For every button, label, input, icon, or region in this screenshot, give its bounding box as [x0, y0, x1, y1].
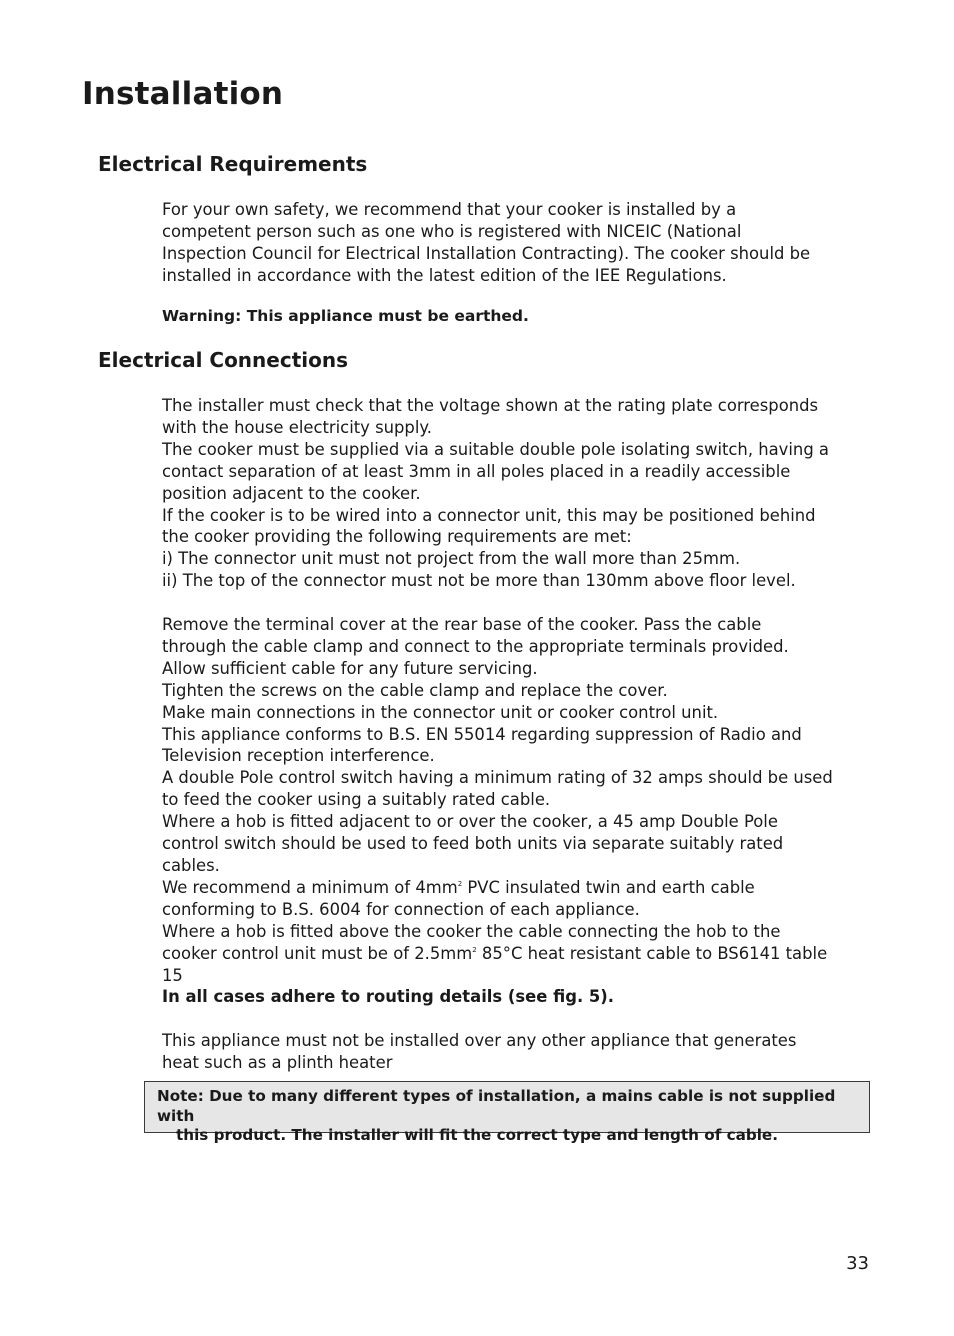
- text-line: control switch should be used to feed both units via separate suitably rated: [162, 834, 784, 854]
- recommend-line: [162, 877, 877, 899]
- hob-cable-text: cooker control unit must be of 2.5mm: [162, 943, 473, 963]
- text-line: competent person such as one who is registered with NICEIC (National: [162, 221, 742, 241]
- text-line: installed in accordance with the latest edition of the IEE Regulations.: [162, 265, 727, 285]
- paragraph-spacer: [162, 1008, 877, 1030]
- text-line: 15: [162, 965, 183, 985]
- text-line: to feed the cooker using a suitably rated cable.: [162, 790, 551, 810]
- routing-instruction: In all cases adhere to routing details (see fig. 5).: [162, 987, 615, 1007]
- electrical-connections-text: [162, 395, 877, 1074]
- superscript: 2: [457, 879, 463, 888]
- earthing-warning: Warning: This appliance must be earthed.: [162, 307, 529, 325]
- text-line: Where a hob is fitted adjacent to or over the cooker, a 45 amp Double Pole: [162, 812, 778, 832]
- text-line: Allow sufficient cable for any future servicing.: [162, 658, 538, 678]
- superscript: 2: [472, 945, 477, 954]
- hob-cable-line: [162, 943, 877, 965]
- text-line: i) The connector unit must not project from the wall more than 25mm.: [162, 549, 741, 569]
- paragraph-spacer: [162, 592, 877, 614]
- text-line: with the house electricity supply.: [162, 417, 432, 437]
- page-number: 33: [846, 1253, 869, 1274]
- note-line: Note: Due to many different types of installation, a mains cable is not supplied with: [157, 1087, 836, 1125]
- text-line: This appliance conforms to B.S. EN 55014 regarding suppression of Radio and: [162, 724, 802, 744]
- text-line: contact separation of at least 3mm in all poles placed in a readily accessible: [162, 461, 791, 481]
- text-line: If the cooker is to be wired into a connector unit, this may be positioned behind: [162, 505, 816, 525]
- hob-cable-text-continued: 85°C heat resistant cable to BS6141 table: [476, 943, 828, 963]
- text-line: ii) The top of the connector must not be more than 130mm above floor level.: [162, 571, 796, 591]
- recommend-text: We recommend a minimum of 4mm: [162, 877, 458, 897]
- text-line: cables.: [162, 856, 220, 876]
- text-line: the cooker providing the following requirements are met:: [162, 527, 632, 547]
- text-line: Inspection Council for Electrical Installation Contracting). The cooker should be: [162, 243, 811, 263]
- cable-note-box: [144, 1081, 870, 1144]
- text-line: Television reception interference.: [162, 746, 435, 766]
- text-line: This appliance must not be installed over any other appliance that generates: [162, 1031, 797, 1051]
- text-line: conforming to B.S. 6004 for connection of each appliance.: [162, 899, 640, 919]
- electrical-connections-heading: Electrical Connections: [98, 348, 348, 372]
- text-line: For your own safety, we recommend that your cooker is installed by a: [162, 200, 737, 219]
- recommend-text-continued: PVC insulated twin and earth cable: [462, 877, 755, 897]
- text-line: Remove the terminal cover at the rear base of the cooker. Pass the cable: [162, 615, 762, 635]
- text-line: The installer must check that the voltage shown at the rating plate corresponds: [162, 396, 819, 415]
- text-line: heat such as a plinth heater: [162, 1053, 393, 1073]
- text-line: through the cable clamp and connect to the appropriate terminals provided.: [162, 636, 789, 656]
- text-line: The cooker must be supplied via a suitable double pole isolating switch, having a: [162, 439, 829, 459]
- text-line: Make main connections in the connector unit or cooker control unit.: [162, 702, 719, 722]
- page-title: Installation: [82, 76, 284, 112]
- electrical-requirements-heading: Electrical Requirements: [98, 152, 368, 176]
- text-line: Where a hob is fitted above the cooker the cable connecting the hob to the: [162, 921, 781, 941]
- text-line: position adjacent to the cooker.: [162, 483, 421, 503]
- note-line: this product. The installer will fit the correct type and length of cable.: [176, 1126, 779, 1144]
- electrical-requirements-text: [162, 199, 877, 287]
- text-line: Tighten the screws on the cable clamp and replace the cover.: [162, 680, 668, 700]
- text-line: A double Pole control switch having a minimum rating of 32 amps should be used: [162, 768, 833, 788]
